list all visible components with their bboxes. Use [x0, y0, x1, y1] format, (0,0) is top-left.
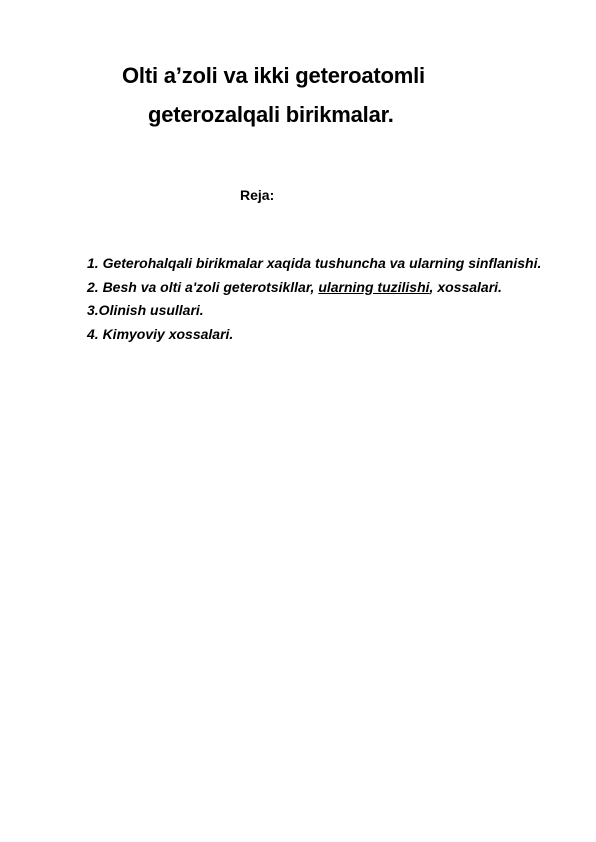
plan-heading: Reja:: [240, 187, 275, 203]
plan-item-2-underlined-text: ularning tuzilishi: [318, 278, 430, 295]
plan-item-4: 4. Kimyoviy xossalari.: [87, 325, 234, 342]
plan-item-2: [87, 276, 557, 300]
plan-item-2-text-end: , xossalari.: [429, 278, 502, 295]
plan-item-2-text: 2. Besh va olti a'zoli geterotsikllar,: [87, 278, 319, 295]
plan-list: [87, 252, 557, 346]
plan-item-1: 1. Geterohalqali birikmalar xaqida tushuncha va ularning sinflanishi.: [87, 255, 542, 271]
document-title-line-1: Olti a’zoli va ikki geteroatomli: [122, 63, 425, 88]
plan-item-3: 3.Olinish usullari.: [87, 302, 204, 318]
document-title-line-2: geterozalqali birikmalar.: [148, 102, 394, 127]
